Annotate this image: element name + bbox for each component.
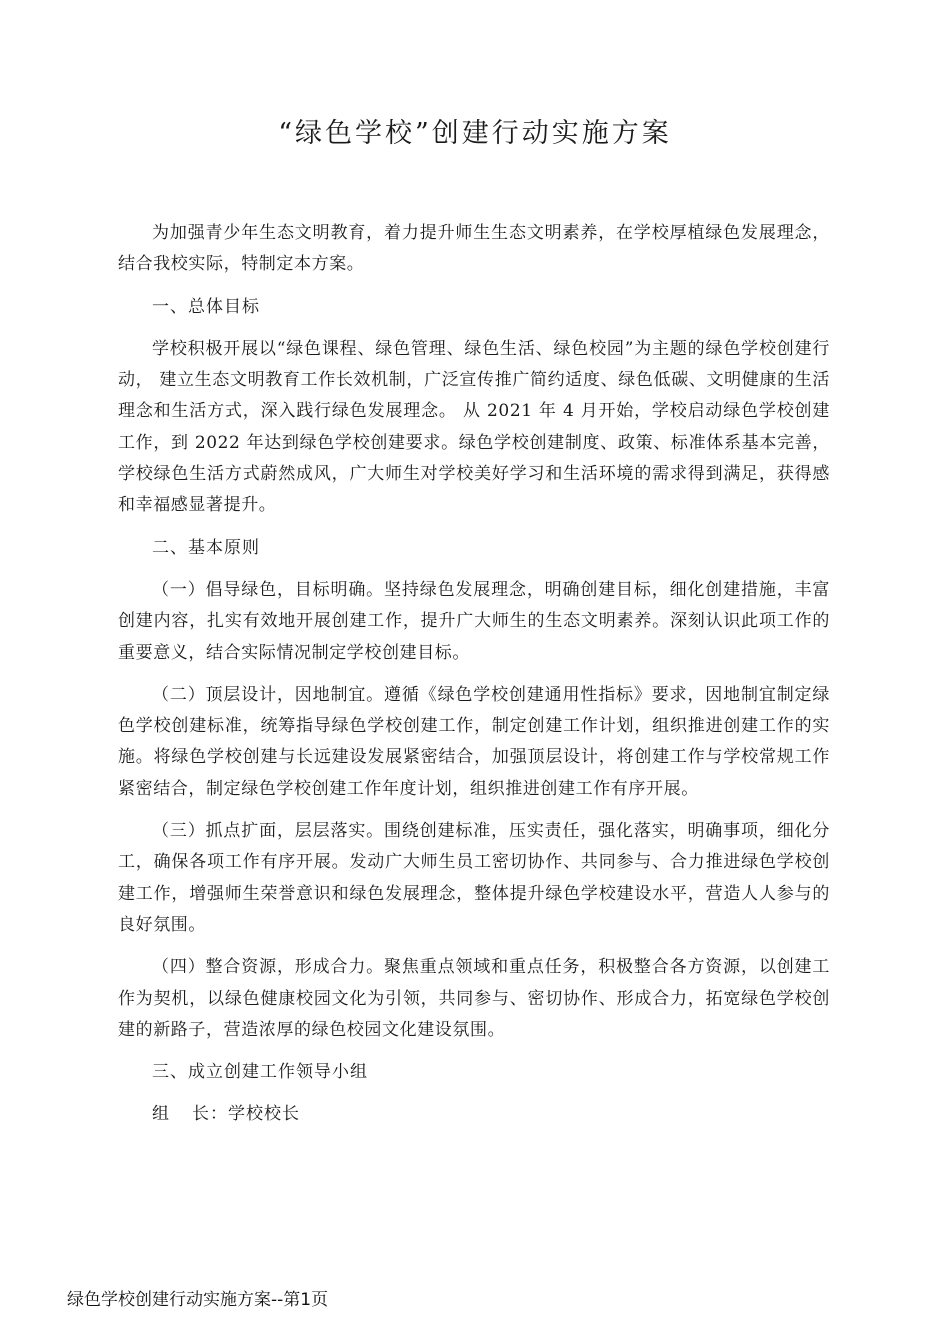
section-heading-leadership: 三、成立创建工作领导小组: [152, 1062, 368, 1083]
leader-value: 学校校长: [228, 1104, 300, 1125]
principle-paragraph-4: （四）整合资源，形成合力。聚焦重点领域和重点任务，积极整合各方资源，以创建工作为契机，以绿色健康校园文化为引领，共同参与、密切协作、形成合力，拓宽绿色学校创建的新路子，营造浓厚的绿色校园文化建设氛围。: [118, 957, 830, 1040]
leader-label-part2: 长：: [192, 1104, 228, 1125]
leader-label-part1: 组: [152, 1104, 170, 1125]
section-heading-principles: 二、基本原则: [152, 537, 260, 558]
leader-line: [118, 1099, 830, 1130]
principle-paragraph-2: （二）顶层设计，因地制宜。遵循《绿色学校创建通用性指标》要求，因地制宜制定绿色学校创建标准，统筹指导绿色学校创建工作，制定创建工作计划，组织推进创建工作的实施。将绿色学校创建与长远建设发展紧密结合，加强顶层设计，将创建工作与学校常规工作紧密结合，制定绿色学校创建工作年度计划，组织推进创建工作有序开展。: [118, 684, 830, 799]
goals-paragraph: 学校积极开展以“绿色课程、绿色管理、绿色生活、绿色校园”为主题的绿色学校创建行动， 建立生态文明教育工作长效机制，广泛宣传推广简约适度、绿色低碳、文明健康的生活理念和生活方式，深入践行绿色发展理念。 从 2021 年 4 月开始，学校启动绿色学校创建工作，到 2022 年达到绿色学校创建要求。绿色学校创建制度、政策、标准体系基本完善，学校绿色生活方式蔚然成风，广大师生对学校美好学习和生活环境的需求得到满足，获得感和幸福感显著提升。: [118, 338, 830, 516]
principle-paragraph-3: （三）抓点扩面，层层落实。围绕创建标准，压实责任，强化落实，明确事项，细化分工，确保各项工作有序开展。发动广大师生员工密切协作、共同参与、合力推进绿色学校创建工作，增强师生荣誉意识和绿色发展理念，整体提升绿色学校建设水平，营造人人参与的良好氛围。: [118, 821, 830, 935]
document-title: “绿色学校”创建行动实施方案: [278, 118, 672, 149]
section-heading-goals: 一、总体目标: [152, 296, 260, 317]
document-body: [118, 218, 830, 1142]
principle-paragraph-1: （一）倡导绿色，目标明确。坚持绿色发展理念，明确创建目标，细化创建措施，丰富创建内容，扎实有效地开展创建工作，提升广大师生的生态文明素养。深刻认识此项工作的重要意义，结合实际情况制定学校创建目标。: [118, 579, 830, 663]
intro-paragraph: 为加强青少年生态文明教育，着力提升师生生态文明素养，在学校厚植绿色发展理念，结合我校实际，特制定本方案。: [118, 223, 830, 275]
page-footer: 绿色学校创建行动实施方案--第1页: [67, 1290, 329, 1310]
